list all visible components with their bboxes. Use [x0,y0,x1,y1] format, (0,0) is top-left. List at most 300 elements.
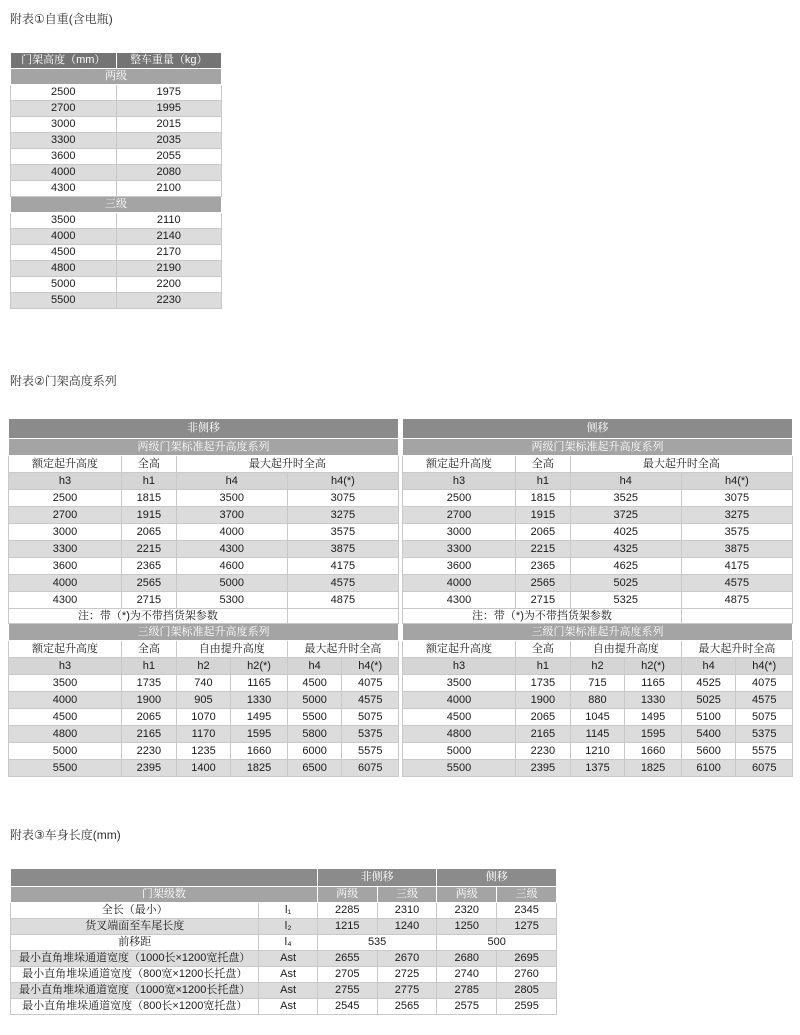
empty-cell [11,869,318,887]
note-row [9,609,399,624]
cell: 4300 [11,181,117,197]
cell: 1815 [516,490,571,507]
cell: 3600 [11,149,117,165]
symbol-cell: l₂ [259,919,317,935]
cell: 2395 [516,760,571,777]
cell: 3500 [176,490,287,507]
group-header-cell: 额定起升高度 [403,641,516,658]
data-row [11,919,557,935]
cell: 1070 [176,709,231,726]
shift-label-cell: 非侧移 [317,869,437,887]
cell: 4000 [9,692,122,709]
cell: 1660 [625,743,682,760]
cell: 4000 [9,575,122,592]
cell: 3075 [681,490,792,507]
sub-header-row [403,473,793,490]
cell: 4875 [681,592,792,609]
cell: 4525 [681,675,736,692]
note-cell: 注：带（*)为不带挡货架参数 [403,609,682,624]
data-row [403,558,793,575]
cell: 4575 [342,692,399,709]
cell: 2165 [122,726,177,743]
stage-header-cell: 两级 [437,887,497,903]
data-row [9,575,399,592]
cell: 2035 [116,133,222,149]
row-label-cell: 最小直角堆垛通道宽度（1000宽×1200长托盘） [11,983,259,999]
cell: 4175 [287,558,398,575]
data-row [11,213,222,229]
cell: 715 [570,675,625,692]
cell: 1975 [116,85,222,101]
cell: 1595 [625,726,682,743]
cell: 5100 [681,709,736,726]
group-header-row [9,641,399,658]
column-header-row [11,53,222,69]
cell: 2215 [516,541,571,558]
data-row [403,709,793,726]
cell: 5000 [176,575,287,592]
stage-header-cell: 三级 [497,887,557,903]
data-row [11,293,222,309]
cell: 1275 [497,919,557,935]
cell: 6500 [287,760,342,777]
cell: 3575 [681,524,792,541]
row-label-cell: 货叉端面至车尾长度 [11,919,259,935]
row-label-cell: 最小直角堆垛通道宽度（800宽×1200长托盘） [11,967,259,983]
row-label-cell: 最小直角堆垛通道宽度（800长×1200宽托盘） [11,999,259,1015]
row-label-cell: 最小直角堆垛通道宽度（1000长×1200宽托盘） [11,951,259,967]
sub-header-cell: h4(*) [287,473,398,490]
cell: 5375 [342,726,399,743]
cell: 2700 [403,507,516,524]
cell: 5600 [681,743,736,760]
cell: 5000 [403,743,516,760]
cell: 2110 [116,213,222,229]
cell: 4600 [176,558,287,575]
sub-header-cell: h3 [9,658,122,675]
data-row [9,592,399,609]
stage-header-cell: 两级 [317,887,377,903]
cell: 2700 [9,507,122,524]
sub-header-cell: h4 [570,473,681,490]
cell: 3000 [9,524,122,541]
data-row [11,85,222,101]
cell: 4000 [11,165,117,181]
data-row [11,903,557,919]
cell: 3300 [403,541,516,558]
cell: 2320 [437,903,497,919]
cell: 4875 [287,592,398,609]
cell: 4625 [570,558,681,575]
sub-header-cell: h3 [9,473,122,490]
cell: 1045 [570,709,625,726]
cell: 5325 [570,592,681,609]
cell: 4800 [9,726,122,743]
cell: 2230 [122,743,177,760]
table1-title: 附表①自重(含电瓶) [10,12,113,26]
sub-header-cell: h4(*) [736,658,793,675]
cell: 2755 [317,983,377,999]
cell: 6075 [736,760,793,777]
data-row [403,507,793,524]
mast-stages-label-cell: 门架级数 [11,887,318,903]
cell: 2065 [516,709,571,726]
column-header-cell: 整车重量（kg） [116,53,222,69]
table2-title: 附表②门架高度系列 [10,374,117,388]
cell: 5400 [681,726,736,743]
cell: 2565 [122,575,177,592]
cell: 1330 [231,692,288,709]
data-row [11,229,222,245]
section-label-cell: 三级门架标准起升高度系列 [403,624,793,641]
cell: 3875 [287,541,398,558]
cell: 1815 [122,490,177,507]
cell: 1215 [317,919,377,935]
group-header-cell: 自由提升高度 [570,641,681,658]
cell: 1235 [176,743,231,760]
cell: 4075 [736,675,793,692]
data-row [11,245,222,261]
cell: 2065 [122,524,177,541]
cell: 2200 [116,277,222,293]
cell: 5000 [11,277,117,293]
cell: 5575 [736,743,793,760]
data-row [9,743,399,760]
cell: 5025 [681,692,736,709]
cell: 2695 [497,951,557,967]
cell: 5000 [9,743,122,760]
cell: 5500 [403,760,516,777]
cell: 1900 [516,692,571,709]
cell: 5025 [570,575,681,592]
sub-header-cell: h4 [176,473,287,490]
section-label-cell: 三级 [11,197,222,213]
group-header-cell: 额定起升高度 [403,456,516,473]
data-row [403,760,793,777]
cell: 2165 [516,726,571,743]
cell: 500 [437,935,557,951]
cell: 2190 [116,261,222,277]
sub-header-cell: h2(*) [231,658,288,675]
cell: 3500 [9,675,122,692]
data-row [11,967,557,983]
group-header-cell: 额定起升高度 [9,456,122,473]
data-row [11,101,222,117]
cell: 4575 [736,692,793,709]
cell: 1735 [516,675,571,692]
cell: 1165 [625,675,682,692]
shift-label-cell: 侧移 [403,419,793,439]
cell: 2565 [516,575,571,592]
cell: 5800 [287,726,342,743]
mast-height-tables [8,418,793,777]
table3-title: 附表③车身长度(mm) [10,828,121,842]
empty-cell [681,609,792,624]
cell: 5500 [11,293,117,309]
cell: 2725 [377,967,437,983]
sub-header-cell: h1 [516,473,571,490]
data-row [403,743,793,760]
cell: 3075 [287,490,398,507]
cell: 2545 [317,999,377,1015]
cell: 2565 [377,999,437,1015]
data-row [9,726,399,743]
cell: 3700 [176,507,287,524]
shift-header-row [403,419,793,439]
note-cell: 注：带（*)为不带挡货架参数 [9,609,288,624]
symbol-cell: Ast [259,983,317,999]
cell: 4500 [9,709,122,726]
group-header-row [403,456,793,473]
cell: 5075 [342,709,399,726]
cell: 2595 [497,999,557,1015]
data-row [11,181,222,197]
cell: 1240 [377,919,437,935]
section-header-row [11,197,222,213]
cell: 2015 [116,117,222,133]
cell: 1145 [570,726,625,743]
cell: 1495 [231,709,288,726]
data-row [11,935,557,951]
cell: 2080 [116,165,222,181]
cell: 2500 [403,490,516,507]
cell: 3300 [11,133,117,149]
cell: 740 [176,675,231,692]
group-header-row [403,641,793,658]
shift-label-cell: 非侧移 [9,419,399,439]
data-row [11,951,557,967]
cell: 6100 [681,760,736,777]
cell: 2285 [317,903,377,919]
data-row [403,524,793,541]
cell: 4800 [11,261,117,277]
cell: 2100 [116,181,222,197]
sub-header-cell: h3 [403,473,516,490]
section-label-cell: 两级门架标准起升高度系列 [9,439,399,456]
cell: 2230 [116,293,222,309]
cell: 1735 [122,675,177,692]
group-header-cell: 全高 [122,641,177,658]
cell: 2715 [122,592,177,609]
cell: 2760 [497,967,557,983]
stage-header-row [11,887,557,903]
cell: 1250 [437,919,497,935]
column-header-cell: 门架高度（mm） [11,53,117,69]
sub-header-cell: h4 [681,658,736,675]
cell: 2775 [377,983,437,999]
data-row [11,999,557,1015]
group-header-cell: 自由提升高度 [176,641,287,658]
cell: 2700 [11,101,117,117]
cell: 2065 [122,709,177,726]
data-row [9,760,399,777]
cell: 1900 [122,692,177,709]
sub-header-row [9,658,399,675]
cell: 5575 [342,743,399,760]
cell: 4025 [570,524,681,541]
cell: 3500 [11,213,117,229]
cell: 4300 [176,541,287,558]
cell: 1595 [231,726,288,743]
cell: 3600 [9,558,122,575]
symbol-cell: Ast [259,967,317,983]
cell: 1660 [231,743,288,760]
cell: 2670 [377,951,437,967]
sub-header-row [403,658,793,675]
data-row [11,277,222,293]
group-header-cell: 全高 [516,456,571,473]
cell: 2680 [437,951,497,967]
cell: 535 [317,935,437,951]
data-row [403,592,793,609]
cell: 2785 [437,983,497,999]
cell: 1330 [625,692,682,709]
sub-header-row [9,473,399,490]
group-header-cell: 最大起升时全高 [570,456,792,473]
symbol-cell: Ast [259,999,317,1015]
sub-header-cell: h2(*) [625,658,682,675]
cell: 1825 [625,760,682,777]
cell: 2065 [516,524,571,541]
cell: 3725 [570,507,681,524]
cell: 2655 [317,951,377,967]
cell: 1170 [176,726,231,743]
group-header-row [9,456,399,473]
section-label-cell: 两级 [11,69,222,85]
cell: 2575 [437,999,497,1015]
cell: 5375 [736,726,793,743]
cell: 5300 [176,592,287,609]
cell: 4000 [176,524,287,541]
cell: 5500 [9,760,122,777]
cell: 2345 [497,903,557,919]
data-row [9,524,399,541]
section-header-row [9,439,399,456]
shift-header-row [11,869,557,887]
cell: 5075 [736,709,793,726]
cell: 3875 [681,541,792,558]
cell: 1915 [516,507,571,524]
data-row [11,117,222,133]
cell: 4000 [403,575,516,592]
cell: 4000 [403,692,516,709]
section-header-row [403,624,793,641]
shift-label-cell: 侧移 [437,869,557,887]
cell: 4175 [681,558,792,575]
cell: 2395 [122,760,177,777]
cell: 1995 [116,101,222,117]
cell: 4575 [287,575,398,592]
sub-header-cell: h2 [176,658,231,675]
cell: 1825 [231,760,288,777]
cell: 2310 [377,903,437,919]
data-row [11,983,557,999]
cell: 880 [570,692,625,709]
cell: 3600 [403,558,516,575]
row-label-cell: 全长（最小） [11,903,259,919]
cell: 4500 [11,245,117,261]
mast-table-shift [402,418,793,777]
data-row [11,165,222,181]
data-row [403,726,793,743]
cell: 2740 [437,967,497,983]
cell: 4000 [11,229,117,245]
cell: 905 [176,692,231,709]
group-header-cell: 全高 [122,456,177,473]
cell: 1400 [176,760,231,777]
cell: 4500 [403,709,516,726]
group-header-cell: 额定起升高度 [9,641,122,658]
cell: 5000 [287,692,342,709]
group-header-cell: 全高 [516,641,571,658]
cell: 3525 [570,490,681,507]
cell: 1165 [231,675,288,692]
sub-header-cell: h4 [287,658,342,675]
data-row [9,507,399,524]
cell: 2705 [317,967,377,983]
sub-header-cell: h2 [570,658,625,675]
cell: 3000 [403,524,516,541]
cell: 3275 [681,507,792,524]
cell: 2500 [9,490,122,507]
data-row [403,541,793,558]
cell: 4300 [9,592,122,609]
data-row [11,149,222,165]
cell: 4300 [403,592,516,609]
cell: 4325 [570,541,681,558]
note-row [403,609,793,624]
section-header-row [11,69,222,85]
cell: 6000 [287,743,342,760]
data-row [9,541,399,558]
cell: 4575 [681,575,792,592]
cell: 2715 [516,592,571,609]
data-row [9,709,399,726]
row-label-cell: 前移距 [11,935,259,951]
symbol-cell: Ast [259,951,317,967]
cell: 2215 [122,541,177,558]
symbol-cell: l₁ [259,903,317,919]
group-header-cell: 最大起升时全高 [681,641,792,658]
section-header-row [9,624,399,641]
cell: 4500 [287,675,342,692]
cell: 2500 [11,85,117,101]
cell: 4800 [403,726,516,743]
stage-header-cell: 三级 [377,887,437,903]
group-header-cell: 最大起升时全高 [287,641,398,658]
cell: 2365 [122,558,177,575]
data-row [9,692,399,709]
cell: 2055 [116,149,222,165]
data-row [9,675,399,692]
cell: 1915 [122,507,177,524]
cell: 1375 [570,760,625,777]
body-length-table [10,868,557,1015]
sub-header-cell: h3 [403,658,516,675]
cell: 3500 [403,675,516,692]
mast-table-nonshift [8,418,399,777]
cell: 2805 [497,983,557,999]
self-weight-table [10,52,222,309]
data-row [403,692,793,709]
sub-header-cell: h4(*) [342,658,399,675]
cell: 3575 [287,524,398,541]
cell: 2365 [516,558,571,575]
data-row [9,490,399,507]
sub-header-cell: h4(*) [681,473,792,490]
cell: 5500 [287,709,342,726]
cell: 2140 [116,229,222,245]
